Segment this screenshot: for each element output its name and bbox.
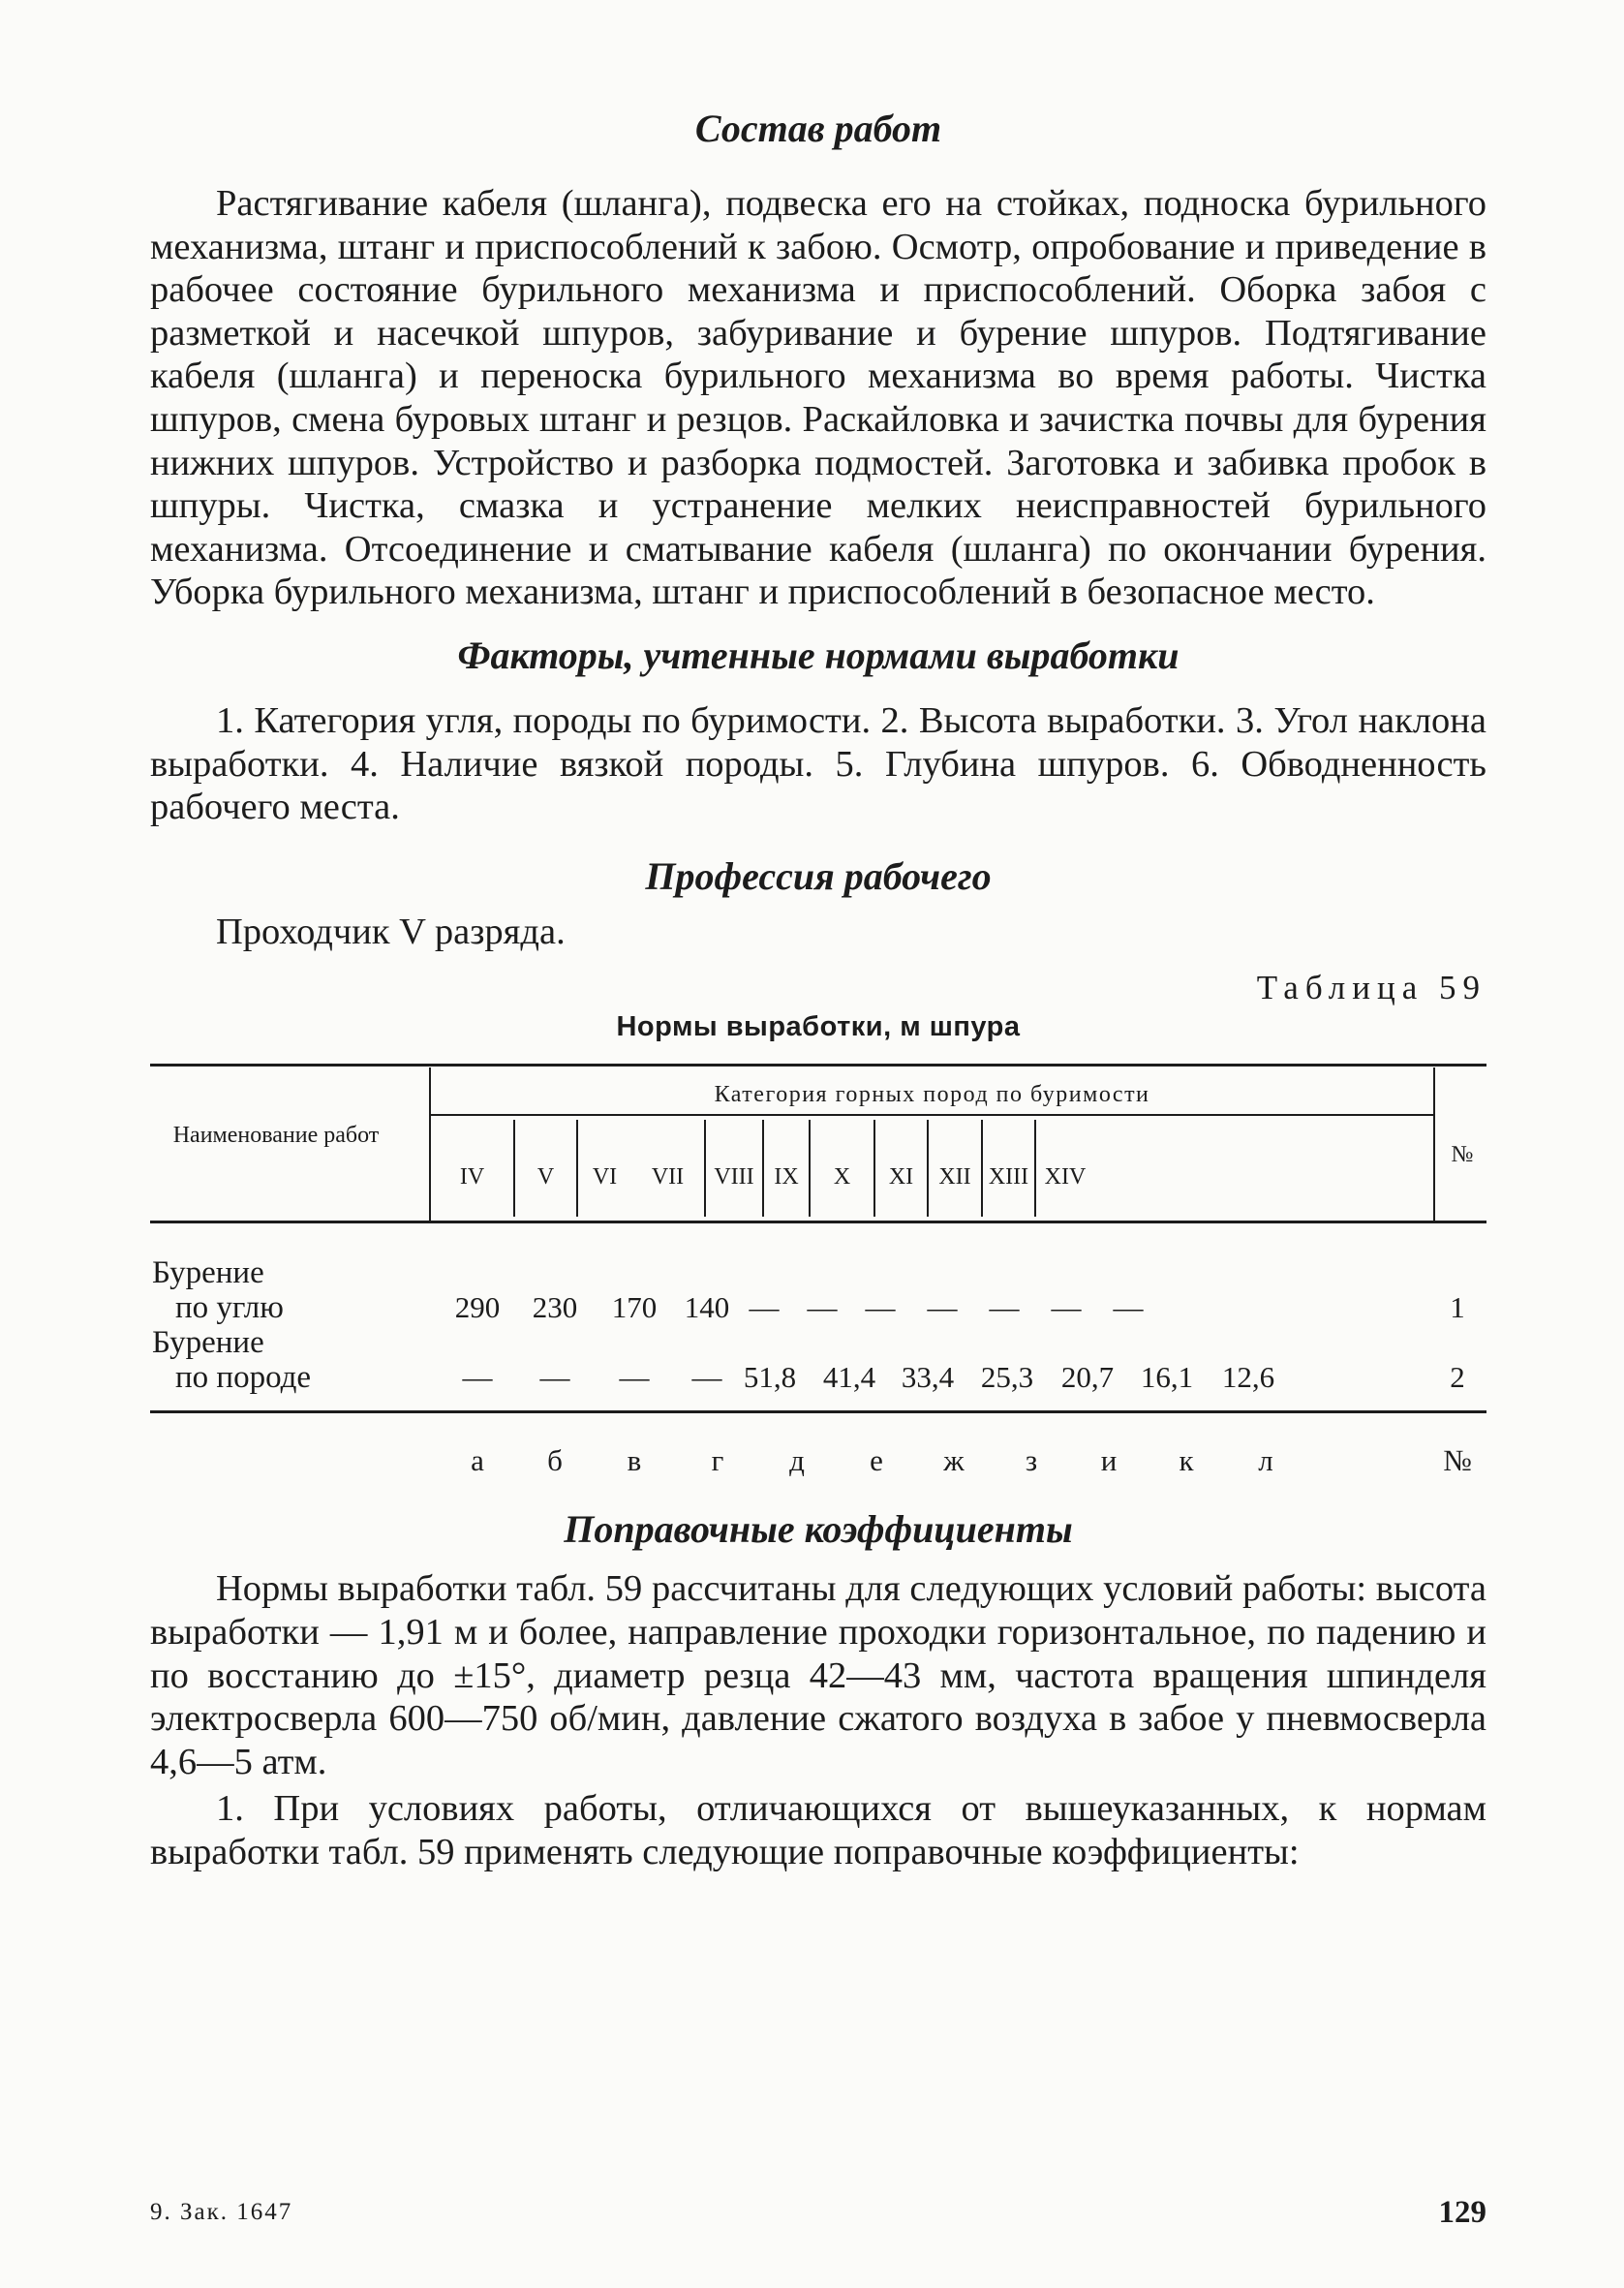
- number-column-divider: [1433, 1067, 1435, 1221]
- column-letter: е: [870, 1443, 883, 1478]
- row-2-value: 16,1: [1140, 1360, 1194, 1395]
- row-1-value: —: [927, 1290, 958, 1325]
- corrections-heading: Поправочные коэффициенты: [564, 1507, 1073, 1552]
- category-col-XI: XI: [888, 1164, 914, 1190]
- table-bottom-rule: [150, 1410, 1486, 1413]
- page-number: 129: [1438, 2195, 1486, 2230]
- row-1-name-line1: Бурение: [152, 1255, 264, 1291]
- corrections-paragraph-1: Нормы выработки табл. 59 рассчитаны для следующих условий работы: высота выработки — 1,91 м и более, направление проходки горизонтальное, по падению и по восстанию до ±15°, диаметр резца 42—43 мм, частота вращения шпинделя электросверла 600—750 об/мин, давление сжатого воздуха в забое у пневмосверла 4,6—5 атм.: [150, 1568, 1486, 1782]
- row-2-name-line1: Бурение: [152, 1325, 264, 1361]
- row-2-value: 20,7: [1060, 1360, 1115, 1395]
- row-1-value: —: [865, 1290, 896, 1325]
- row-2-value: 41,4: [822, 1360, 876, 1395]
- category-col-VIII: VIII: [714, 1164, 754, 1190]
- column-letter: б: [547, 1443, 563, 1478]
- footer-order-number: 9. Зак. 1647: [150, 2199, 293, 2225]
- column-letter: и: [1100, 1443, 1118, 1478]
- profession-heading: Профессия рабочего: [645, 853, 992, 898]
- row-2-number: 2: [1450, 1360, 1465, 1395]
- row-2-value: —: [619, 1360, 650, 1395]
- row-1-value: 230: [532, 1290, 578, 1325]
- table-top-rule: [150, 1064, 1486, 1067]
- category-col-XIII: XIII: [988, 1164, 1029, 1190]
- column-letter: г: [711, 1443, 724, 1478]
- column-letter: ж: [943, 1443, 965, 1478]
- column-letter: к: [1179, 1443, 1194, 1478]
- header-bottom-rule: [150, 1221, 1486, 1223]
- row-1-value: 290: [454, 1290, 501, 1325]
- document-page: [150, 105, 1486, 1873]
- row-1-value: —: [749, 1290, 780, 1325]
- row-1-value: —: [1051, 1290, 1082, 1325]
- table-title: Нормы выработки, м шпура: [616, 1011, 1021, 1043]
- category-col-XII: XII: [938, 1164, 971, 1190]
- category-col-IX: IX: [774, 1164, 799, 1190]
- row-2-name-line2: по породе: [175, 1360, 312, 1396]
- column-letter: д: [789, 1443, 805, 1478]
- table-caption: Таблица 59: [1256, 969, 1486, 1007]
- row-1-name-line2: по углю: [175, 1290, 284, 1326]
- row-1-value: 140: [684, 1290, 730, 1325]
- row-2-value: 25,3: [980, 1360, 1034, 1395]
- row-2-value: 51,8: [743, 1360, 797, 1395]
- category-underline: [431, 1114, 1433, 1116]
- row-2-value: —: [691, 1360, 722, 1395]
- row-1-number: 1: [1450, 1290, 1465, 1325]
- name-column-header: Наименование работ: [172, 1123, 380, 1149]
- norms-table: [150, 1064, 1486, 1492]
- row-1-value: —: [807, 1290, 838, 1325]
- composition-paragraph: Растягивание кабеля (шланга), подвеска его на стойках, подноска бурильного механизма, штанг и приспособлений к забою. Осмотр, опробование и приведение в рабочее состояние бурильного механизма и приспособлений. Оборка забоя с разметкой и насечкой шпуров, забуривание и бурение шпуров. Подтягивание кабеля (шланга) и переноска бурильного механизма во время работы. Чистка шпуров, смена буровых штанг и резцов. Раскайловка и зачистка почвы для бурения нижних шпуров. Устройство и разборка подмостей. Заготовка и забивка пробок в шпуры. Чистка, смазка и устранение мелких неисправностей бурильного механизма. Отсоединение и сматывание кабеля (шланга) по окончании бурения. Уборка бурильного механизма, штанг и приспособлений в безопасное место.: [150, 183, 1486, 613]
- category-col-X: X: [833, 1164, 851, 1190]
- column-letter-number: №: [1443, 1443, 1472, 1478]
- composition-heading: Состав работ: [694, 107, 942, 150]
- column-letter: з: [1025, 1443, 1038, 1478]
- row-1-value: 170: [611, 1290, 658, 1325]
- category-col-VII: VII: [651, 1164, 685, 1190]
- row-2-value: —: [539, 1360, 570, 1395]
- factors-paragraph: 1. Категория угля, породы по буримости. 2. Высота выработки. 3. Угол наклона выработки. 4. Наличие вязкой породы. 5. Глубина шпуров. 6. Обводненность рабочего места.: [150, 699, 1486, 828]
- row-2-value: 33,4: [901, 1360, 955, 1395]
- column-letter: в: [627, 1443, 642, 1478]
- category-col-V: V: [536, 1164, 555, 1190]
- category-col-IV: IV: [459, 1164, 485, 1190]
- corrections-paragraph-2: 1. При условиях работы, отличающихся от вышеуказанных, к нормам выработки табл. 59 применять следующие поправочные коэффициенты:: [150, 1788, 1486, 1872]
- row-1-value: —: [989, 1290, 1020, 1325]
- column-letter: а: [471, 1443, 484, 1478]
- factors-heading: Факторы, учтенные нормами выработки: [457, 633, 1180, 677]
- category-col-XIV: XIV: [1044, 1164, 1087, 1190]
- profession-paragraph: Проходчик V разряда.: [216, 911, 566, 952]
- number-column-header: №: [1451, 1142, 1474, 1168]
- row-1-value: —: [1113, 1290, 1144, 1325]
- row-2-value: 12,6: [1221, 1360, 1275, 1395]
- row-2-value: —: [462, 1360, 493, 1395]
- category-col-VI: VI: [592, 1164, 618, 1190]
- column-letter: л: [1258, 1443, 1273, 1478]
- category-header: Категория горных пород по буримости: [714, 1082, 1150, 1108]
